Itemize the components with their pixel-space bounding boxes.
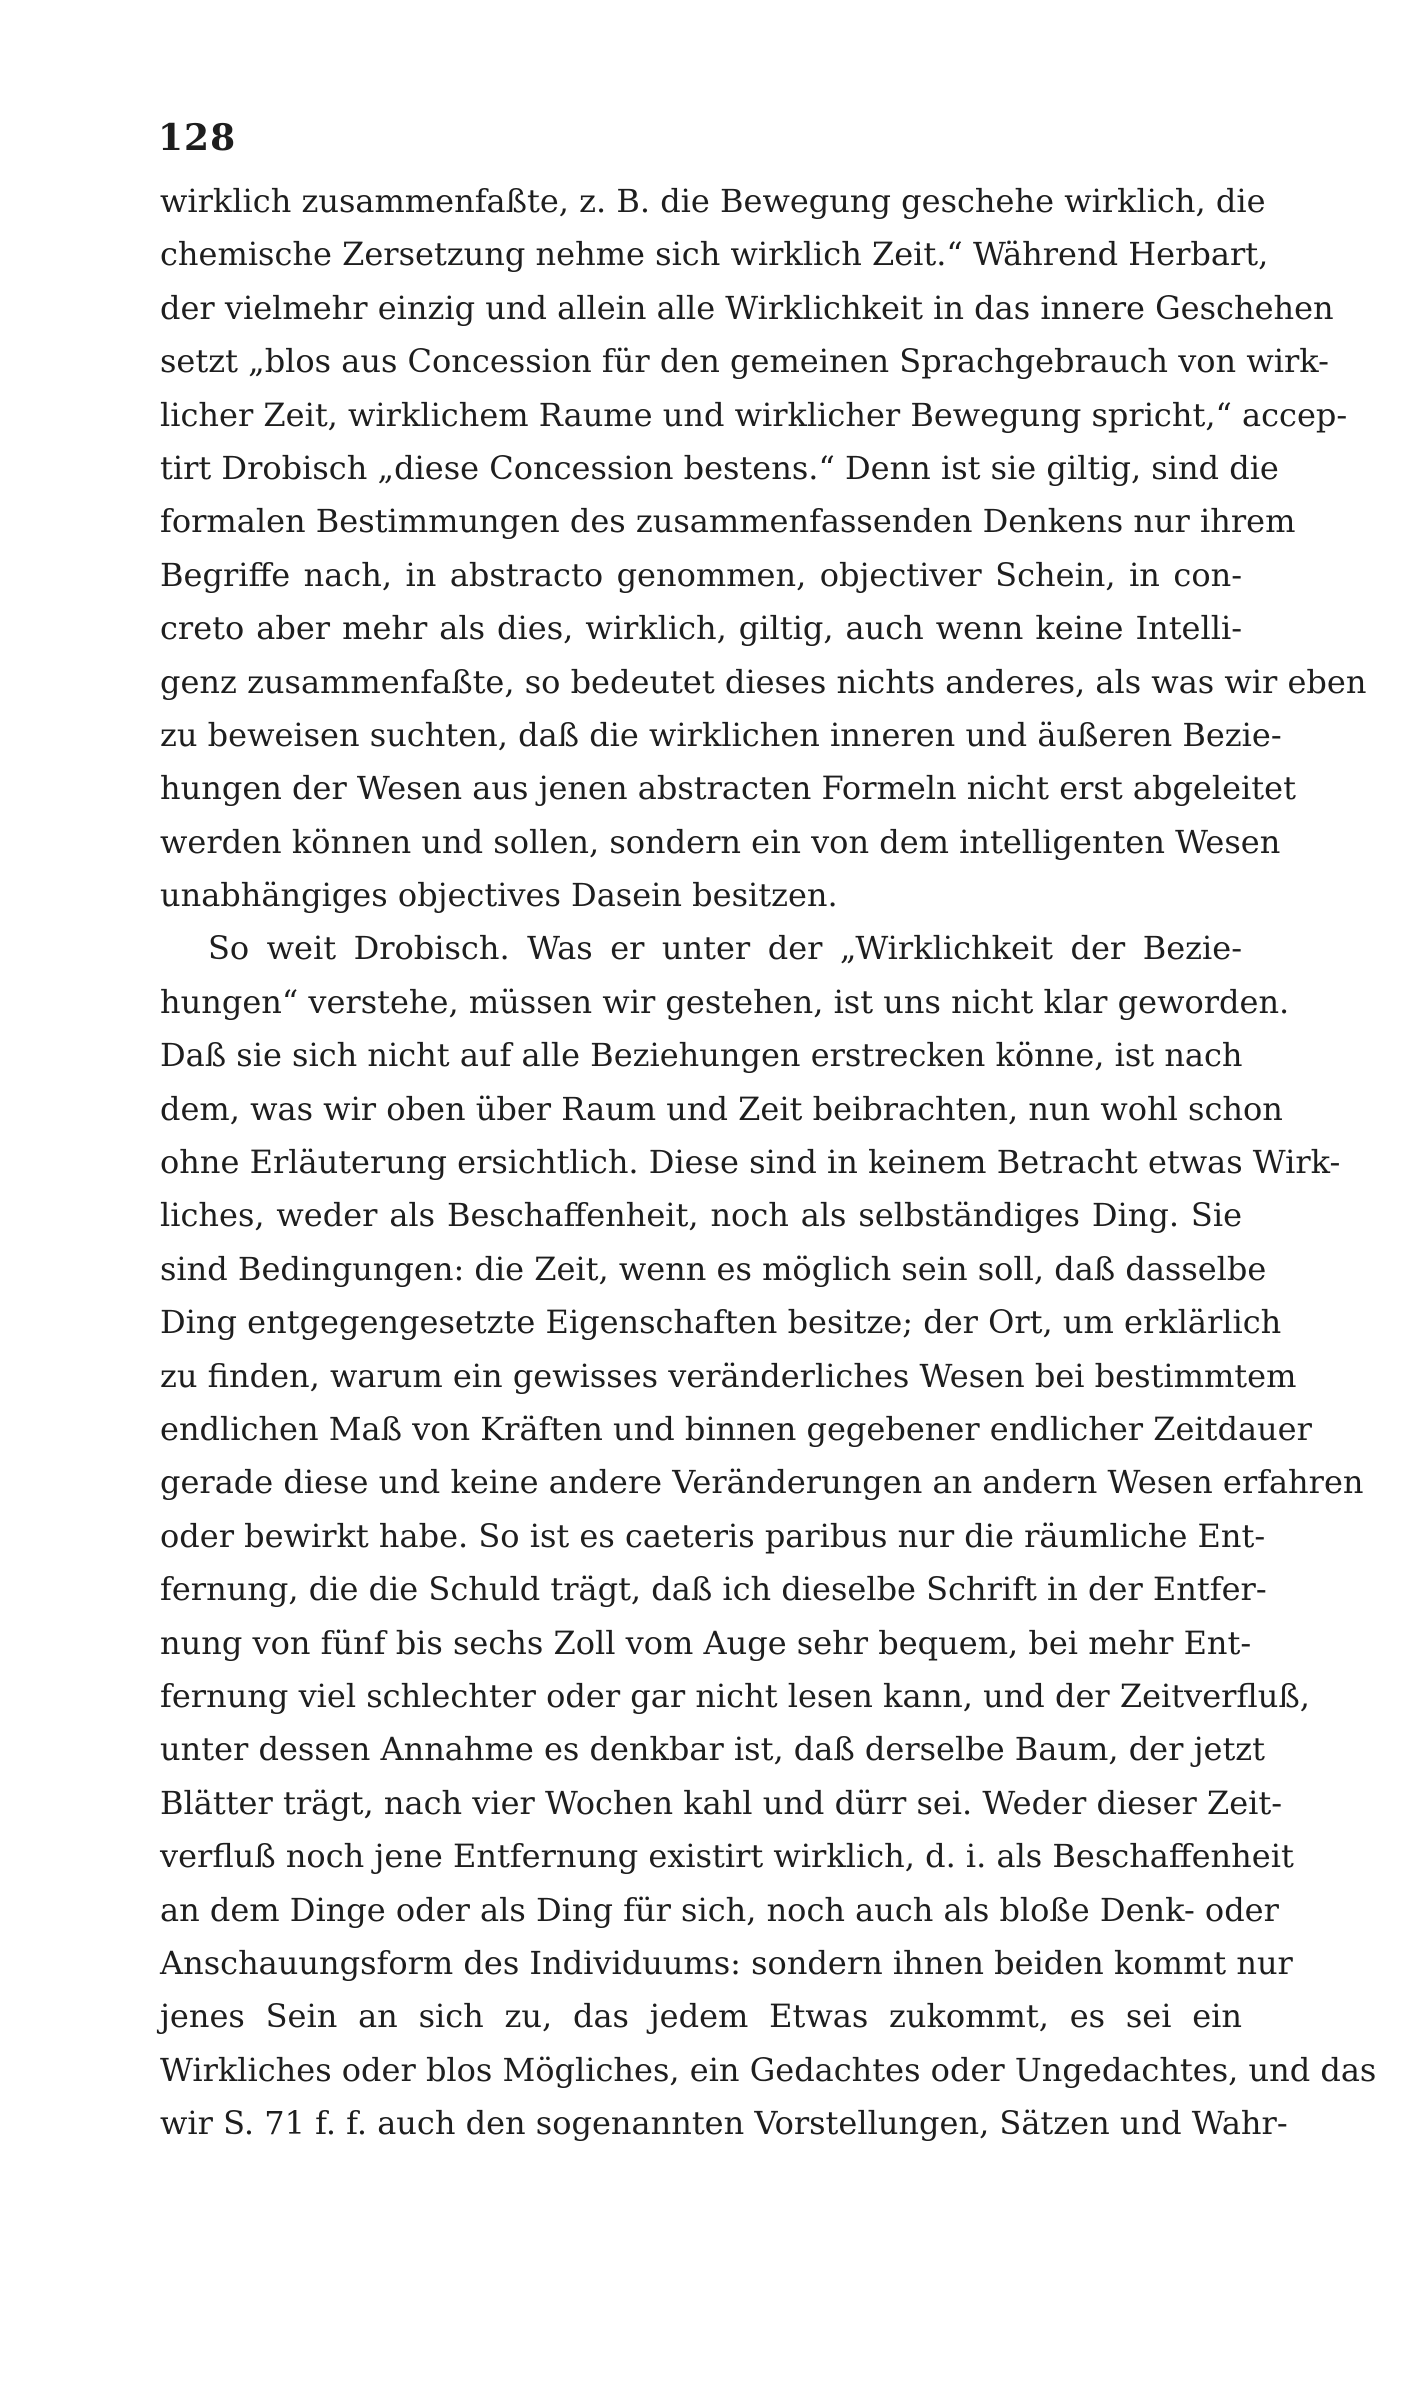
text-line: verfluß noch jene Entfernung existirt wirklich, d. i. als Beschaffenheit	[160, 1837, 1294, 1876]
text-line: zu beweisen suchten, daß die wirklichen inneren und äußeren Bezie-	[160, 715, 1282, 754]
text-line: unabhängiges objectives Dasein besitzen.	[160, 876, 838, 915]
paragraph-start-line: So weit Drobisch. Was er unter der „Wirklichkeit der Bezie-	[208, 929, 1242, 968]
text-line: liches, weder als Beschaffenheit, noch als selbständiges Ding. Sie	[160, 1196, 1242, 1235]
text-line: creto aber mehr als dies, wirklich, giltig, auch wenn keine Intelli-	[160, 609, 1242, 648]
text-line: unter dessen Annahme es denkbar ist, daß derselbe Baum, der jetzt	[160, 1730, 1266, 1769]
text-line: licher Zeit, wirklichem Raume und wirklicher Bewegung spricht,“ accep-	[160, 395, 1348, 434]
text-line: dem, was wir oben über Raum und Zeit beibrachten, nun wohl schon	[160, 1089, 1283, 1128]
text-line: Ding entgegengesetzte Eigenschaften besitze; der Ort, um erklärlich	[160, 1303, 1282, 1342]
text-line: sind Bedingungen: die Zeit, wenn es möglich sein soll, daß dasselbe	[160, 1249, 1267, 1288]
text-line: Daß sie sich nicht auf alle Beziehungen erstrecken könne, ist nach	[160, 1036, 1243, 1075]
text-line: Wirkliches oder blos Mögliches, ein Gedachtes oder Ungedachtes, und das	[160, 2050, 1377, 2089]
text-line: jenes Sein an sich zu, das jedem Etwas zukommt, es sei ein	[160, 1997, 1242, 2036]
text-line: hungen der Wesen aus jenen abstracten Formeln nicht erst abgeleitet	[160, 769, 1296, 808]
text-line: chemische Zersetzung nehme sich wirklich Zeit.“ Während Herbart,	[160, 235, 1269, 274]
text-line: genz zusammenfaßte, so bedeutet dieses nichts anderes, als was wir eben	[160, 662, 1367, 701]
text-line: hungen“ verstehe, müssen wir gestehen, ist uns nicht klar geworden.	[160, 982, 1290, 1021]
body-text	[160, 175, 1377, 2150]
text-line: tirt Drobisch „diese Concession bestens.“ Denn ist sie giltig, sind die	[160, 448, 1279, 487]
text-line: wir S. 71 f. f. auch den sogenannten Vorstellungen, Sätzen und Wahr-	[160, 2104, 1288, 2143]
text-line: setzt „blos aus Concession für den gemeinen Sprachgebrauch von wirk-	[160, 342, 1329, 381]
text-line: fernung viel schlechter oder gar nicht lesen kann, und der Zeitverfluß,	[160, 1676, 1310, 1715]
text-line: Blätter trägt, nach vier Wochen kahl und dürr sei. Weder dieser Zeit-	[160, 1783, 1283, 1822]
text-line: gerade diese und keine andere Veränderungen an andern Wesen erfahren	[160, 1463, 1364, 1502]
text-line: Begriffe nach, in abstracto genommen, objectiver Schein, in con-	[160, 555, 1242, 594]
text-line: formalen Bestimmungen des zusammenfassenden Denkens nur ihrem	[160, 502, 1296, 541]
text-line: der vielmehr einzig und allein alle Wirklichkeit in das innere Geschehen	[160, 288, 1334, 327]
text-line: fernung, die die Schuld trägt, daß ich dieselbe Schrift in der Entfer-	[160, 1570, 1267, 1609]
text-line: nung von fünf bis sechs Zoll vom Auge sehr bequem, bei mehr Ent-	[160, 1623, 1252, 1662]
text-line: werden können und sollen, sondern ein von dem intelligenten Wesen	[160, 822, 1281, 861]
text-line: Anschauungsform des Individuums: sondern ihnen beiden kommt nur	[160, 1943, 1293, 1982]
text-line: oder bewirkt habe. So ist es caeteris paribus nur die räumliche Ent-	[160, 1516, 1266, 1555]
text-line: wirklich zusammenfaßte, z. B. die Bewegung geschehe wirklich, die	[160, 182, 1266, 220]
text-line: ohne Erläuterung ersichtlich. Diese sind in keinem Betracht etwas Wirk-	[160, 1143, 1341, 1182]
text-line: zu finden, warum ein gewisses veränderliches Wesen bei bestimmtem	[160, 1356, 1297, 1395]
text-line: an dem Dinge oder als Ding für sich, noch auch als bloße Denk- oder	[160, 1890, 1279, 1929]
page-number: 128	[158, 117, 237, 159]
text-line: endlichen Maß von Kräften und binnen gegebener endlicher Zeitdauer	[160, 1409, 1312, 1448]
